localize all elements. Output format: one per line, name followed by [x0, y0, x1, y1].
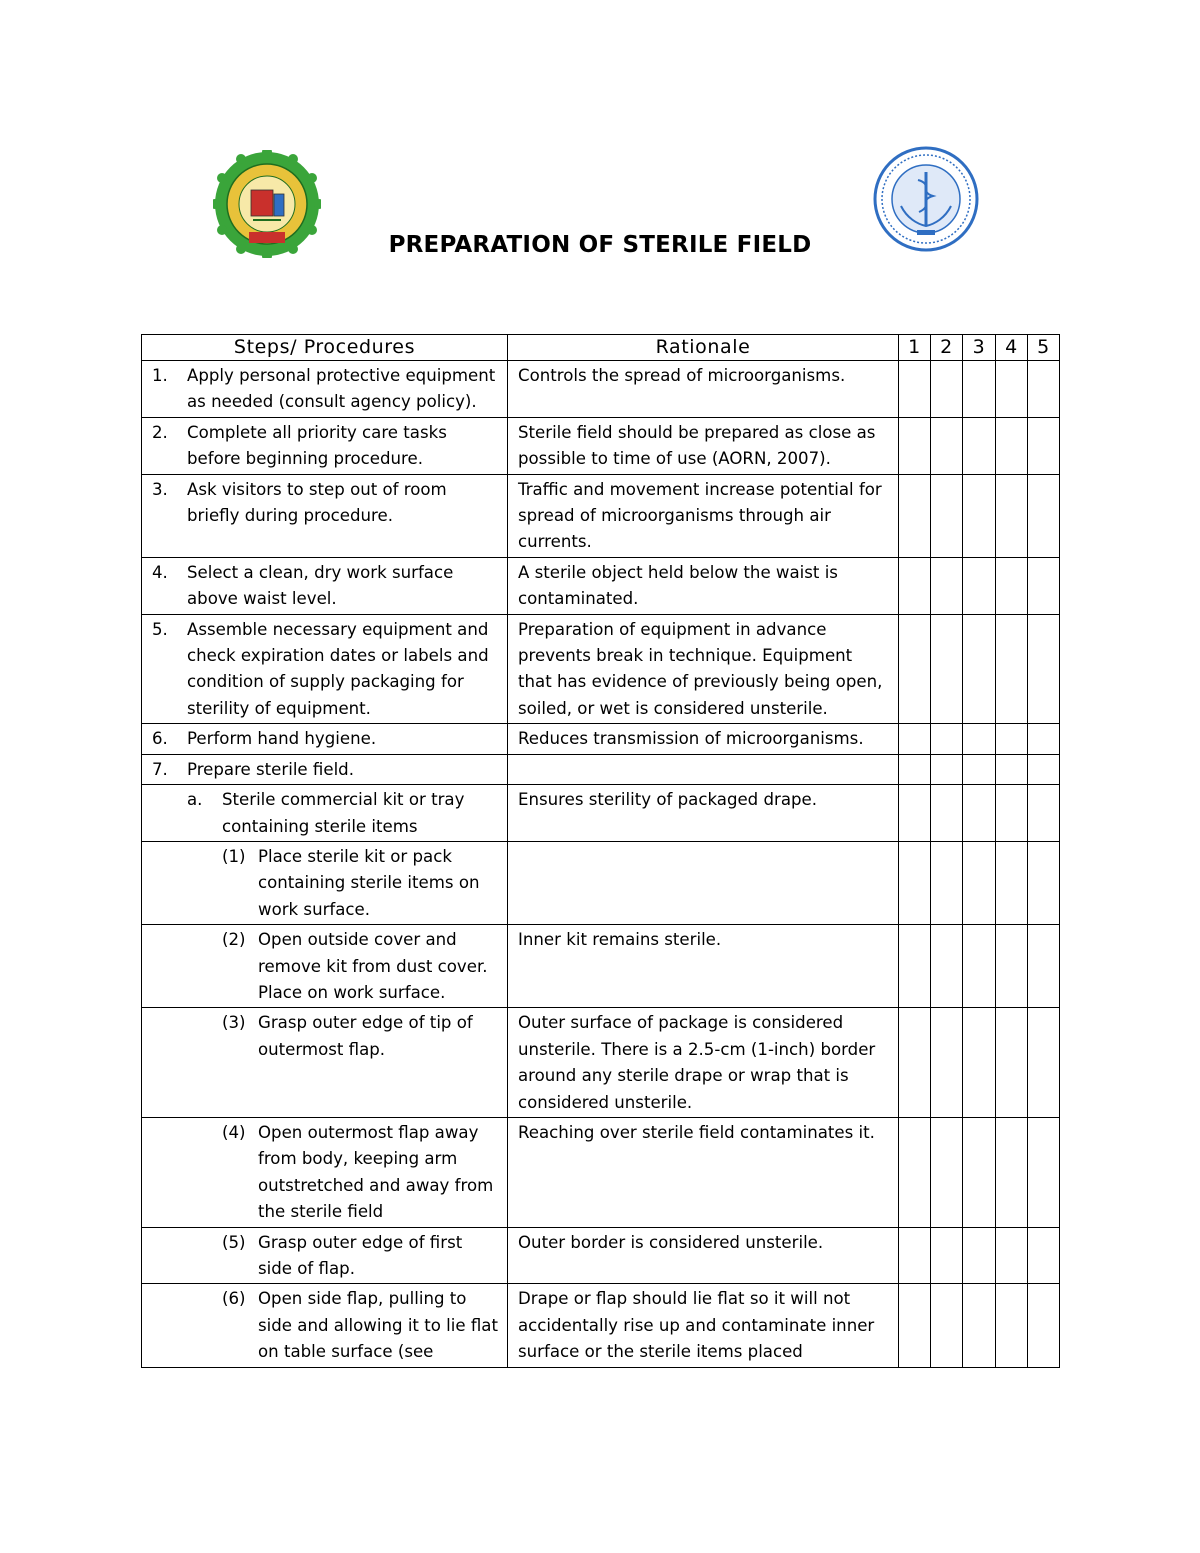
rationale-cell: Sterile field should be prepared as close as possible to time of use (AORN, 2007). [508, 417, 899, 474]
score-cell-4[interactable] [996, 1227, 1028, 1284]
score-1-header: 1 [899, 335, 931, 361]
table-row [142, 557, 1060, 614]
score-cell-4[interactable] [996, 557, 1028, 614]
step-number: 2. [152, 422, 168, 442]
step-cell [142, 1227, 508, 1284]
score-cell-5[interactable] [1028, 754, 1060, 784]
step-text: Grasp outer edge of tip of outermost flap. [258, 1013, 473, 1059]
step-text: Place sterile kit or pack containing sterile items on work surface. [258, 846, 480, 919]
score-cell-4[interactable] [996, 754, 1028, 784]
step-text: Complete all priority care tasks before beginning procedure. [187, 422, 447, 469]
score-2-header: 2 [931, 335, 963, 361]
score-cell-1[interactable] [899, 1227, 931, 1284]
score-cell-2[interactable] [931, 1284, 963, 1367]
table-row [142, 474, 1060, 557]
score-cell-1[interactable] [899, 925, 931, 1008]
step-cell [142, 361, 508, 418]
rationale-column-header: Rationale [508, 335, 899, 361]
score-cell-4[interactable] [996, 1117, 1028, 1227]
table-row [142, 925, 1060, 1008]
step-cell [142, 1117, 508, 1227]
rationale-cell: Controls the spread of microorganisms. [508, 361, 899, 418]
step-text: Open outside cover and remove kit from dust cover. Place on work surface. [258, 930, 488, 1002]
score-3-header: 3 [963, 335, 996, 361]
score-cell-1[interactable] [899, 724, 931, 754]
score-cell-1[interactable] [899, 361, 931, 418]
score-cell-5[interactable] [1028, 1008, 1060, 1118]
step-text: Prepare sterile field. [187, 759, 354, 779]
rationale-cell: Traffic and movement increase potential for spread of microorganisms through air currents. [508, 474, 899, 557]
step-text: Sterile commercial kit or tray containing sterile items [222, 790, 465, 836]
score-cell-5[interactable] [1028, 1117, 1060, 1227]
score-cell-2[interactable] [931, 361, 963, 418]
score-cell-4[interactable] [996, 474, 1028, 557]
score-cell-2[interactable] [931, 474, 963, 557]
score-cell-1[interactable] [899, 1284, 931, 1367]
step-text: Open side flap, pulling to side and allowing it to lie flat on table surface (see [258, 1289, 498, 1362]
score-cell-4[interactable] [996, 724, 1028, 754]
score-cell-2[interactable] [931, 925, 963, 1008]
score-cell-3[interactable] [963, 361, 996, 418]
score-cell-5[interactable] [1028, 614, 1060, 724]
step-number: 3. [152, 479, 168, 499]
rationale-cell: Ensures sterility of packaged drape. [508, 785, 899, 842]
table-row [142, 1008, 1060, 1118]
score-cell-5[interactable] [1028, 724, 1060, 754]
step-cell [142, 724, 508, 754]
step-number: (3) [222, 1013, 246, 1033]
table-row [142, 1227, 1060, 1284]
table-row [142, 1284, 1060, 1367]
step-cell [142, 1284, 508, 1367]
step-text: Apply personal protective equipment as needed (consult agency policy). [187, 366, 496, 412]
table-header-row [142, 335, 1060, 361]
score-cell-5[interactable] [1028, 1227, 1060, 1284]
score-cell-5[interactable] [1028, 557, 1060, 614]
step-cell [142, 841, 508, 924]
step-text: Open outermost flap away from body, keeping arm outstretched and away from the sterile field [258, 1122, 494, 1222]
rationale-cell [508, 754, 899, 784]
score-cell-3[interactable] [963, 417, 996, 474]
table-row [142, 841, 1060, 924]
score-cell-2[interactable] [931, 841, 963, 924]
rationale-cell: Outer surface of package is considered unsterile. There is a 2.5-cm (1-inch) border around any sterile drape or wrap that is considered unsterile. [508, 1008, 899, 1118]
step-cell [142, 474, 508, 557]
step-number: 7. [152, 759, 168, 779]
step-cell [142, 785, 508, 842]
rationale-cell: Drape or flap should lie flat so it will not accidentally rise up and contaminate inner surface or the sterile items placed [508, 1284, 899, 1367]
step-cell [142, 925, 508, 1008]
score-cell-5[interactable] [1028, 361, 1060, 418]
rationale-cell: Reduces transmission of microorganisms. [508, 724, 899, 754]
score-cell-1[interactable] [899, 474, 931, 557]
step-cell [142, 417, 508, 474]
score-cell-3[interactable] [963, 925, 996, 1008]
step-text: Assemble necessary equipment and check expiration dates or labels and condition of supply packaging for sterility of equipment. [187, 619, 489, 718]
step-cell [142, 614, 508, 724]
step-text: Grasp outer edge of first side of flap. [258, 1232, 463, 1278]
score-cell-5[interactable] [1028, 474, 1060, 557]
rationale-cell [508, 841, 899, 924]
step-number: (1) [222, 846, 246, 866]
step-number: 4. [152, 562, 168, 582]
score-cell-3[interactable] [963, 614, 996, 724]
rationale-cell: A sterile object held below the waist is contaminated. [508, 557, 899, 614]
table-row [142, 417, 1060, 474]
score-cell-1[interactable] [899, 1008, 931, 1118]
step-text: Select a clean, dry work surface above waist level. [187, 562, 454, 609]
score-cell-1[interactable] [899, 841, 931, 924]
score-cell-1[interactable] [899, 417, 931, 474]
score-cell-3[interactable] [963, 754, 996, 784]
score-cell-4[interactable] [996, 361, 1028, 418]
rationale-cell: Preparation of equipment in advance prevents break in technique. Equipment that has evidence of previously being open, soiled, or wet is considered unsterile. [508, 614, 899, 724]
score-cell-3[interactable] [963, 1008, 996, 1118]
score-cell-3[interactable] [963, 724, 996, 754]
score-cell-2[interactable] [931, 614, 963, 724]
score-cell-5[interactable] [1028, 785, 1060, 842]
score-cell-4[interactable] [996, 417, 1028, 474]
score-cell-3[interactable] [963, 474, 996, 557]
score-cell-1[interactable] [899, 785, 931, 842]
score-cell-4[interactable] [996, 1008, 1028, 1118]
procedure-checklist-table [141, 334, 1060, 1368]
score-cell-5[interactable] [1028, 925, 1060, 1008]
score-cell-2[interactable] [931, 1227, 963, 1284]
rationale-cell: Reaching over sterile field contaminates it. [508, 1117, 899, 1227]
score-cell-3[interactable] [963, 1284, 996, 1367]
step-cell [142, 557, 508, 614]
page-title: PREPARATION OF STERILE FIELD [388, 232, 812, 258]
score-cell-2[interactable] [931, 754, 963, 784]
steps-column-header: Steps/ Procedures [142, 335, 508, 361]
step-number: (4) [222, 1122, 246, 1142]
table-row [142, 1117, 1060, 1227]
score-cell-5[interactable] [1028, 841, 1060, 924]
score-cell-2[interactable] [931, 557, 963, 614]
step-number: 5. [152, 619, 168, 639]
score-4-header: 4 [996, 335, 1028, 361]
score-cell-4[interactable] [996, 785, 1028, 842]
step-number: (2) [222, 930, 246, 950]
score-cell-4[interactable] [996, 614, 1028, 724]
step-number: (6) [222, 1289, 246, 1309]
score-cell-1[interactable] [899, 557, 931, 614]
score-cell-5[interactable] [1028, 1284, 1060, 1367]
step-number: 1. [152, 366, 168, 385]
score-cell-4[interactable] [996, 1284, 1028, 1367]
score-cell-2[interactable] [931, 785, 963, 842]
step-cell [142, 1008, 508, 1118]
rationale-cell: Outer border is considered unsterile. [508, 1227, 899, 1284]
score-cell-3[interactable] [963, 1227, 996, 1284]
score-5-header: 5 [1028, 335, 1060, 361]
table-row [142, 754, 1060, 784]
score-cell-2[interactable] [931, 1117, 963, 1227]
table-row [142, 361, 1060, 418]
score-cell-4[interactable] [996, 841, 1028, 924]
step-cell [142, 754, 508, 784]
step-text: Ask visitors to step out of room briefly during procedure. [187, 479, 447, 526]
step-text: Perform hand hygiene. [187, 729, 377, 749]
score-cell-3[interactable] [963, 557, 996, 614]
score-cell-4[interactable] [996, 925, 1028, 1008]
score-cell-5[interactable] [1028, 417, 1060, 474]
score-cell-3[interactable] [963, 785, 996, 842]
rationale-cell: Inner kit remains sterile. [508, 925, 899, 1008]
table-row [142, 724, 1060, 754]
step-number: a. [187, 790, 203, 810]
step-number: 6. [152, 729, 168, 749]
step-number: (5) [222, 1232, 246, 1252]
score-cell-3[interactable] [963, 1117, 996, 1227]
score-cell-1[interactable] [899, 754, 931, 784]
score-cell-3[interactable] [963, 841, 996, 924]
score-cell-1[interactable] [899, 614, 931, 724]
table-row [142, 785, 1060, 842]
score-cell-2[interactable] [931, 417, 963, 474]
score-cell-2[interactable] [931, 724, 963, 754]
score-cell-2[interactable] [931, 1008, 963, 1118]
table-row [142, 614, 1060, 724]
score-cell-1[interactable] [899, 1117, 931, 1227]
